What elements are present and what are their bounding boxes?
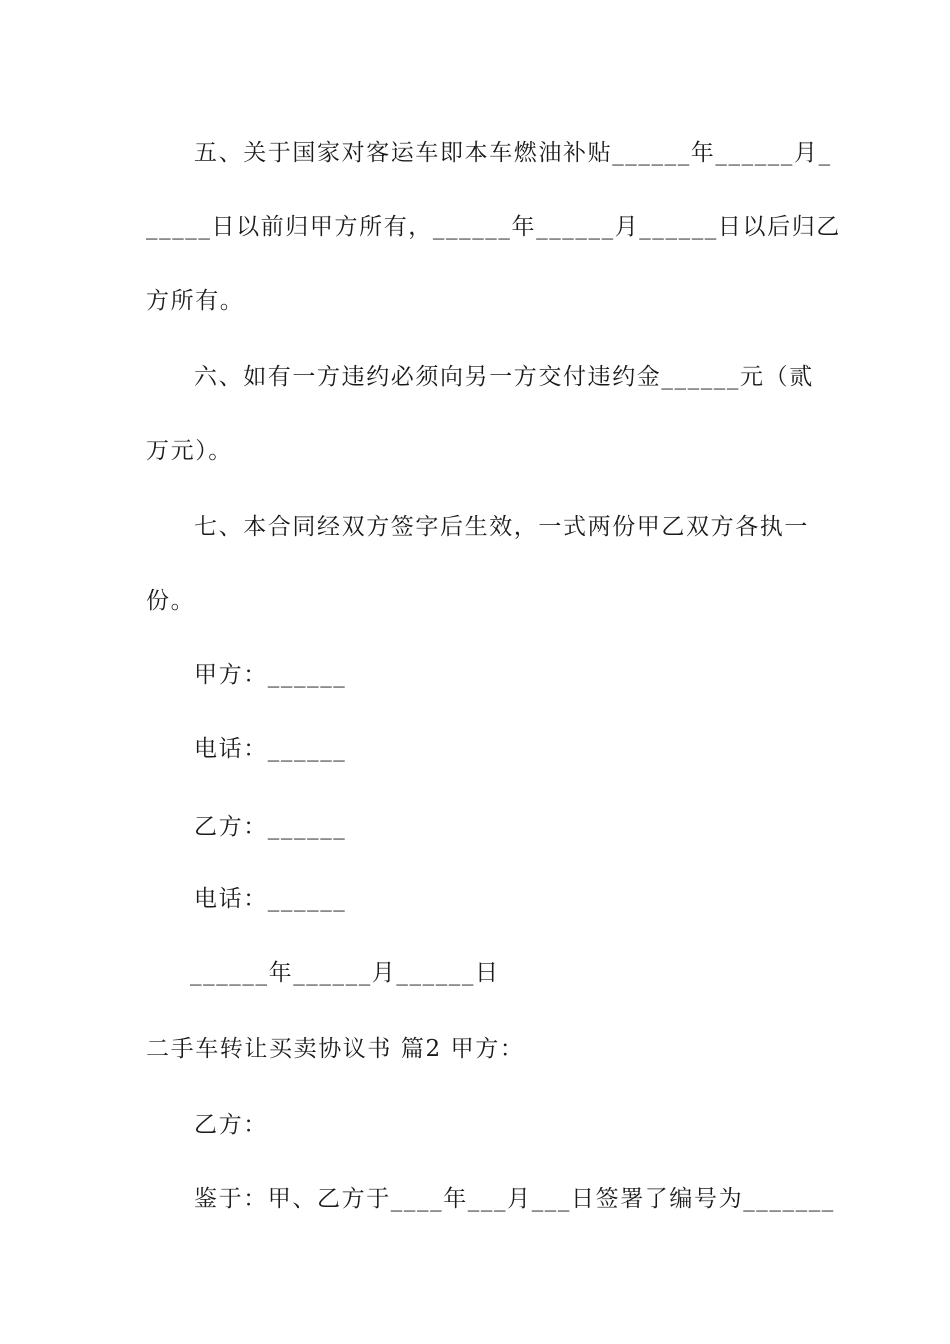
party-a-phone-field: 电话：______ [194, 736, 347, 762]
clause-5-line-3: 方所有。 [146, 288, 245, 314]
date-field: ______年______月______日 [190, 960, 500, 986]
clause-7-line-2: 份。 [146, 588, 196, 614]
section-2-heading: 二手车转让买卖协议书 篇2 甲方： [146, 1036, 525, 1062]
clause-5-line-2: _____日以前归甲方所有，______年______月______日以后归乙 [146, 214, 841, 240]
clause-7-line-1: 七、本合同经双方签字后生效，一式两份甲乙双方各执一 [194, 514, 809, 540]
clause-6-line-2: 万元）。 [146, 438, 233, 464]
whereas-clause: 鉴于：甲、乙方于____年___月___日签署了编号为_______ [194, 1186, 835, 1212]
clause-5-line-1: 五、关于国家对客运车即本车燃油补贴______年______月_ [194, 140, 832, 166]
party-b-label: 乙方： [194, 1112, 268, 1138]
party-b-field: 乙方：______ [194, 814, 347, 840]
clause-6-line-1: 六、如有一方违约必须向另一方交付违约金______元（贰 [194, 364, 814, 390]
party-a-field: 甲方：______ [194, 662, 347, 688]
party-b-phone-field: 电话：______ [194, 886, 347, 912]
